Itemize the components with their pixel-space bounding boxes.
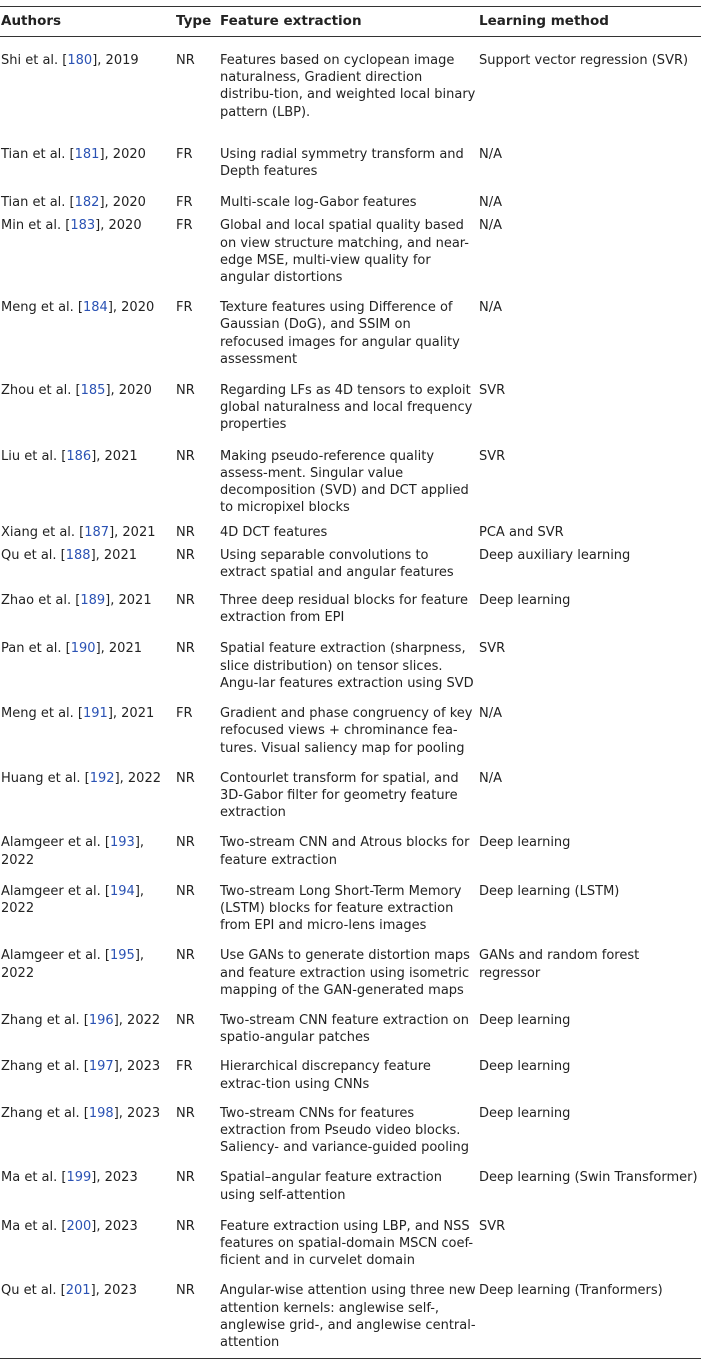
header-learning-method: Learning method — [479, 13, 609, 29]
author-year: ], 2019 — [92, 53, 139, 68]
cell-author — [0, 37, 176, 140]
cell-author — [0, 764, 176, 829]
author-name: Zhang et al. [ — [1, 1059, 89, 1075]
author-name: Shi et al. [ — [1, 53, 68, 68]
author-name: Pan et al. [ — [1, 641, 71, 657]
author-year: ], 2022 — [113, 1012, 161, 1028]
cell-learning-method: Deep learning — [479, 1059, 571, 1075]
citation-link[interactable]: 183 — [70, 218, 96, 234]
author-year: ], 2023 — [113, 1105, 161, 1121]
cell-learning-method: GANs and random forest regressor — [479, 948, 640, 981]
author-year: ], 2022 — [114, 770, 161, 786]
cell-feature-extraction: Using radial symmetry transform and Depth features — [220, 146, 464, 180]
citation-link[interactable]: 184 — [82, 300, 108, 316]
table-row — [0, 941, 701, 1006]
cell-learning-method: N/A — [479, 146, 502, 162]
citation-link[interactable]: 185 — [80, 383, 106, 399]
citation-link[interactable]: 189 — [80, 593, 106, 609]
cell-author — [0, 586, 176, 634]
cell-learning-method: SVR — [479, 448, 506, 464]
cell-learning-method: Deep learning (LSTM) — [479, 883, 620, 899]
cell-type: NR — [176, 1105, 195, 1121]
citation-link[interactable]: 199 — [66, 1170, 92, 1186]
cell-feature-extraction: 4D DCT features — [220, 525, 328, 541]
citation-link[interactable]: 196 — [88, 1012, 114, 1028]
table-row — [0, 293, 701, 375]
cell-learning-method: Deep learning — [479, 1105, 571, 1121]
cell-learning-method: Deep learning — [479, 593, 571, 609]
author-year: ], 2020 — [99, 146, 146, 162]
cell-author — [0, 1052, 176, 1098]
cell-feature-extraction: Hierarchical discrepancy feature extrac-tion using CNNs — [220, 1059, 431, 1092]
citation-link[interactable]: 200 — [66, 1218, 92, 1234]
cell-author — [0, 524, 176, 546]
table-row — [0, 441, 701, 525]
table-row — [0, 1099, 701, 1164]
cell-type: NR — [176, 448, 195, 464]
header-feature-extraction: Feature extraction — [220, 13, 362, 29]
cell-author — [0, 293, 176, 375]
cell-feature-extraction: Two-stream CNN and Atrous blocks for feature extraction — [220, 835, 470, 868]
cell-author — [0, 941, 176, 1006]
cell-type: NR — [176, 525, 195, 541]
citation-link[interactable]: 197 — [88, 1059, 114, 1075]
author-year: ], 2020 — [95, 218, 142, 234]
cell-feature-extraction: Making pseudo-reference quality assess-ment. Singular value decomposition (SVD) and DCT applied to micropixel blocks — [220, 448, 469, 516]
citation-link[interactable]: 182 — [74, 195, 100, 211]
cell-type: NR — [176, 883, 195, 899]
table-row — [0, 634, 701, 699]
author-year: ], 2021 — [95, 641, 142, 657]
table-row — [0, 1052, 701, 1098]
cell-author — [0, 441, 176, 525]
cell-feature-extraction: Angular-wise attention using three new attention kernels: anglewise self-, anglewise grid-, and anglewise central-attention — [220, 1283, 476, 1350]
author-name: Tian et al. [ — [1, 195, 75, 211]
table-row — [0, 37, 701, 140]
header-type: Type — [176, 13, 212, 29]
cell-type: NR — [176, 1218, 195, 1234]
cell-type: FR — [176, 195, 193, 211]
author-name: Xiang et al. [ — [1, 525, 85, 541]
author-year: ], 2022 — [1, 883, 145, 916]
cell-author — [0, 1212, 176, 1277]
table-row — [0, 764, 701, 829]
table-header-row — [0, 7, 701, 37]
cell-feature-extraction: Use GANs to generate distortion maps and feature extraction using isometric mapping of the GAN-generated maps — [220, 948, 470, 998]
author-year: ], 2023 — [113, 1059, 161, 1075]
cell-type: NR — [176, 1170, 195, 1186]
author-name: Zhang et al. [ — [1, 1105, 89, 1121]
citation-link[interactable]: 181 — [74, 146, 100, 162]
cell-author — [0, 217, 176, 293]
table-row — [0, 375, 701, 441]
cell-type: NR — [176, 53, 195, 68]
author-name: Tian et al. [ — [1, 146, 75, 162]
cell-learning-method: PCA and SVR — [479, 525, 564, 541]
cell-feature-extraction: Global and local spatial quality based on view structure matching, and near-edge MSE, multi-view quality for angular distortions — [220, 218, 469, 286]
author-name: Meng et al. [ — [1, 706, 83, 722]
cell-author — [0, 828, 176, 876]
cell-feature-extraction: Spatial feature extraction (sharpness, slice distribution) on tensor slices. Angu-lar features extraction using SVD — [220, 641, 474, 691]
citation-link[interactable]: 194 — [110, 883, 135, 899]
table-row — [0, 1212, 701, 1277]
cell-feature-extraction: Texture features using Difference of Gaussian (DoG), and SSIM on refocused images for angular quality assessment — [220, 300, 460, 367]
citation-link[interactable]: 188 — [65, 547, 91, 563]
author-year: ], 2020 — [107, 300, 155, 316]
cell-feature-extraction: Feature extraction using LBP, and NSS features on spatial-domain MSCN coef-ficient and in curvelet domain — [220, 1218, 474, 1269]
cell-learning-method: Deep auxiliary learning — [479, 547, 631, 563]
author-name: Huang et al. [ — [1, 770, 90, 786]
cell-type: NR — [176, 383, 195, 399]
cell-feature-extraction: Gradient and phase congruency of key refocused views + chrominance fea-tures. Visual saliency map for pooling — [220, 706, 473, 756]
citation-link[interactable]: 192 — [89, 770, 115, 786]
author-name: Alamgeer et al. [ — [1, 883, 111, 899]
cell-feature-extraction: Two-stream CNN feature extraction on spatio-angular patches — [220, 1012, 469, 1046]
cell-learning-method: Deep learning — [479, 1012, 571, 1028]
author-name: Alamgeer et al. [ — [1, 835, 111, 851]
table-row — [0, 217, 701, 293]
citation-link[interactable]: 201 — [65, 1283, 91, 1299]
cell-feature-extraction: Two-stream Long Short-Term Memory (LSTM) blocks for feature extraction from EPI and micro-lens images — [220, 883, 462, 934]
author-year: ], 2021 — [107, 706, 155, 722]
cell-learning-method: Deep learning (Swin Transformer) — [479, 1170, 698, 1186]
cell-type: FR — [176, 706, 193, 722]
cell-author — [0, 1276, 176, 1358]
cell-type: FR — [176, 1059, 193, 1075]
citation-link[interactable]: 186 — [66, 448, 92, 464]
table-body — [0, 37, 701, 1359]
cell-author — [0, 1006, 176, 1052]
author-year: ], 2020 — [105, 383, 152, 399]
table-row — [0, 1006, 701, 1052]
author-name: Meng et al. [ — [1, 300, 83, 316]
citation-link[interactable]: 191 — [82, 706, 108, 722]
cell-author — [0, 140, 176, 188]
cell-author — [0, 547, 176, 586]
cell-learning-method: SVR — [479, 641, 506, 657]
citation-link[interactable]: 193 — [110, 835, 135, 851]
cell-type: NR — [176, 641, 195, 657]
cell-type: NR — [176, 1012, 195, 1028]
cell-type: FR — [176, 300, 193, 316]
cell-feature-extraction: Contourlet transform for spatial, and 3D-Gabor filter for geometry feature extraction — [220, 770, 459, 821]
cell-type: NR — [176, 948, 195, 964]
cell-author — [0, 375, 176, 441]
cell-type: NR — [176, 835, 195, 851]
table-row — [0, 547, 701, 586]
table-row — [0, 140, 701, 188]
cell-feature-extraction: Regarding LFs as 4D tensors to exploit global naturalness and local frequency properties — [220, 383, 473, 433]
table-row — [0, 524, 701, 546]
cell-author — [0, 877, 176, 942]
cell-author — [0, 188, 176, 217]
author-name: Qu et al. [ — [1, 547, 66, 563]
cell-type: NR — [176, 547, 195, 563]
author-year: ], 2020 — [99, 195, 146, 211]
author-year: ], 2021 — [91, 448, 138, 464]
cell-learning-method: Support vector regression (SVR) — [479, 53, 689, 68]
author-year: ], 2023 — [91, 1218, 138, 1234]
table-row — [0, 877, 701, 942]
citation-link[interactable]: 180 — [67, 53, 93, 68]
author-name: Zhao et al. [ — [1, 593, 81, 609]
author-year: ], 2022 — [1, 948, 145, 981]
author-year: ], 2021 — [90, 547, 137, 563]
author-name: Alamgeer et al. [ — [1, 948, 111, 964]
cell-learning-method: Deep learning (Tranformers) — [479, 1283, 663, 1299]
header-authors: Authors — [1, 13, 62, 29]
cell-author — [0, 634, 176, 699]
table-row — [0, 828, 701, 876]
cell-feature-extraction: Spatial–angular feature extraction using self-attention — [220, 1170, 442, 1203]
table-row — [0, 188, 701, 217]
cell-learning-method: N/A — [479, 218, 502, 234]
cell-type: NR — [176, 770, 195, 786]
author-year: ], 2023 — [90, 1283, 137, 1299]
cell-feature-extraction: Two-stream CNNs for features extraction from Pseudo video blocks. Saliency- and variance-guided pooling — [220, 1105, 469, 1156]
author-year: ], 2023 — [91, 1170, 138, 1186]
cell-type: FR — [176, 146, 193, 162]
author-name: Ma et al. [ — [1, 1218, 67, 1234]
author-name: Ma et al. [ — [1, 1170, 67, 1186]
cell-type: FR — [176, 218, 193, 234]
cell-learning-method: N/A — [479, 195, 502, 211]
cell-feature-extraction: Using separable convolutions to extract spatial and angular features — [220, 547, 454, 580]
cell-feature-extraction: Features based on cyclopean image naturalness, Gradient direction distribu-tion, and weighted local binary pattern (LBP). — [220, 53, 476, 120]
table-row — [0, 586, 701, 634]
author-year: ], 2021 — [109, 525, 156, 541]
cell-learning-method: N/A — [479, 770, 502, 786]
cell-feature-extraction: Multi-scale log-Gabor features — [220, 195, 417, 211]
author-year: ], 2022 — [1, 835, 145, 868]
cell-learning-method: SVR — [479, 1218, 506, 1234]
cell-learning-method: SVR — [479, 383, 506, 399]
cell-feature-extraction: Three deep residual blocks for feature extraction from EPI — [220, 593, 468, 626]
cell-type: NR — [176, 593, 195, 609]
author-name: Liu et al. [ — [1, 448, 67, 464]
cell-type: NR — [176, 1283, 195, 1299]
author-name: Zhou et al. [ — [1, 383, 81, 399]
cell-learning-method: N/A — [479, 300, 502, 316]
table-row — [0, 699, 701, 764]
citation-link[interactable]: 190 — [70, 641, 96, 657]
author-name: Qu et al. [ — [1, 1283, 66, 1299]
citation-link[interactable]: 195 — [110, 948, 135, 964]
cell-learning-method: N/A — [479, 706, 502, 722]
cell-learning-method: Deep learning — [479, 835, 571, 851]
cell-author — [0, 699, 176, 764]
author-name: Min et al. [ — [1, 218, 71, 234]
cell-author — [0, 1099, 176, 1164]
author-name: Zhang et al. [ — [1, 1012, 89, 1028]
author-year: ], 2021 — [105, 593, 152, 609]
methods-table — [0, 6, 701, 1359]
citation-link[interactable]: 198 — [88, 1105, 114, 1121]
table-row — [0, 1276, 701, 1358]
citation-link[interactable]: 187 — [84, 525, 110, 541]
